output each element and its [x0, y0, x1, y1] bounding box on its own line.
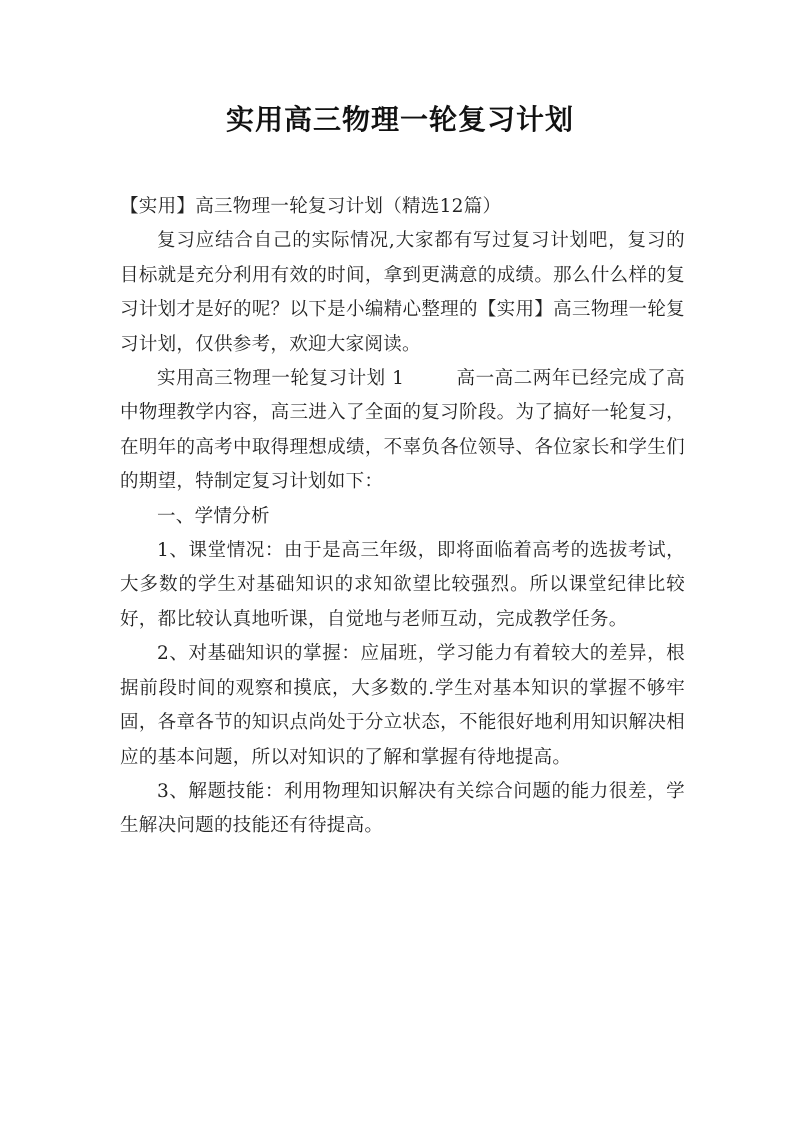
analysis-heading: 一、学情分析 [157, 505, 270, 527]
section-1-heading: 实用高三物理一轮复习计划 1 [157, 368, 405, 390]
point-2-basic-knowledge: 2、对基础知识的掌握：应届班，学习能力有着较大的差异，根据前段时间的观察和摸底，大多数的.学生对基本知识的掌握不够牢固，各章各节的知识点尚处于分立状态，不能很好地利用知识解决相应的基本问题，所以对知识的了解和掌握有待地提高。 [120, 643, 685, 768]
point-3-problem-solving: 3、解题技能：利用物理知识解决有关综合问题的能力很差，学生解决问题的技能还有待提高。 [120, 780, 685, 837]
point-1-classroom: 1、课堂情况：由于是高三年级，即将面临着高考的选拔考试，大多数的学生对基础知识的求知欲望比较强烈。所以课堂纪律比较好，都比较认真地听课，自觉地与老师互动，完成教学任务。 [120, 540, 685, 630]
document-subtitle: 【实用】高三物理一轮复习计划（精选12篇） [120, 196, 502, 217]
document-title: 实用高三物理一轮复习计划 [225, 103, 574, 136]
section-1-paragraph [120, 362, 685, 500]
intro-paragraph: 复习应结合自己的实际情况,大家都有写过复习计划吧，复习的目标就是充分利用有效的时间，拿到更满意的成绩。那么什么样的复习计划才是好的呢？以下是小编精心整理的【实用】高三物理一轮复习计划，仅供参考，欢迎大家阅读。 [120, 230, 685, 355]
document-body [120, 190, 685, 844]
section-1-intro: 高一高二两年已经完成了高中物理教学内容，高三进入了全面的复习阶段。为了搞好一轮复习，在明年的高考中取得理想成绩，不辜负各位领导、各位家长和学生们的期望，特制定复习计划如下： [120, 368, 685, 493]
